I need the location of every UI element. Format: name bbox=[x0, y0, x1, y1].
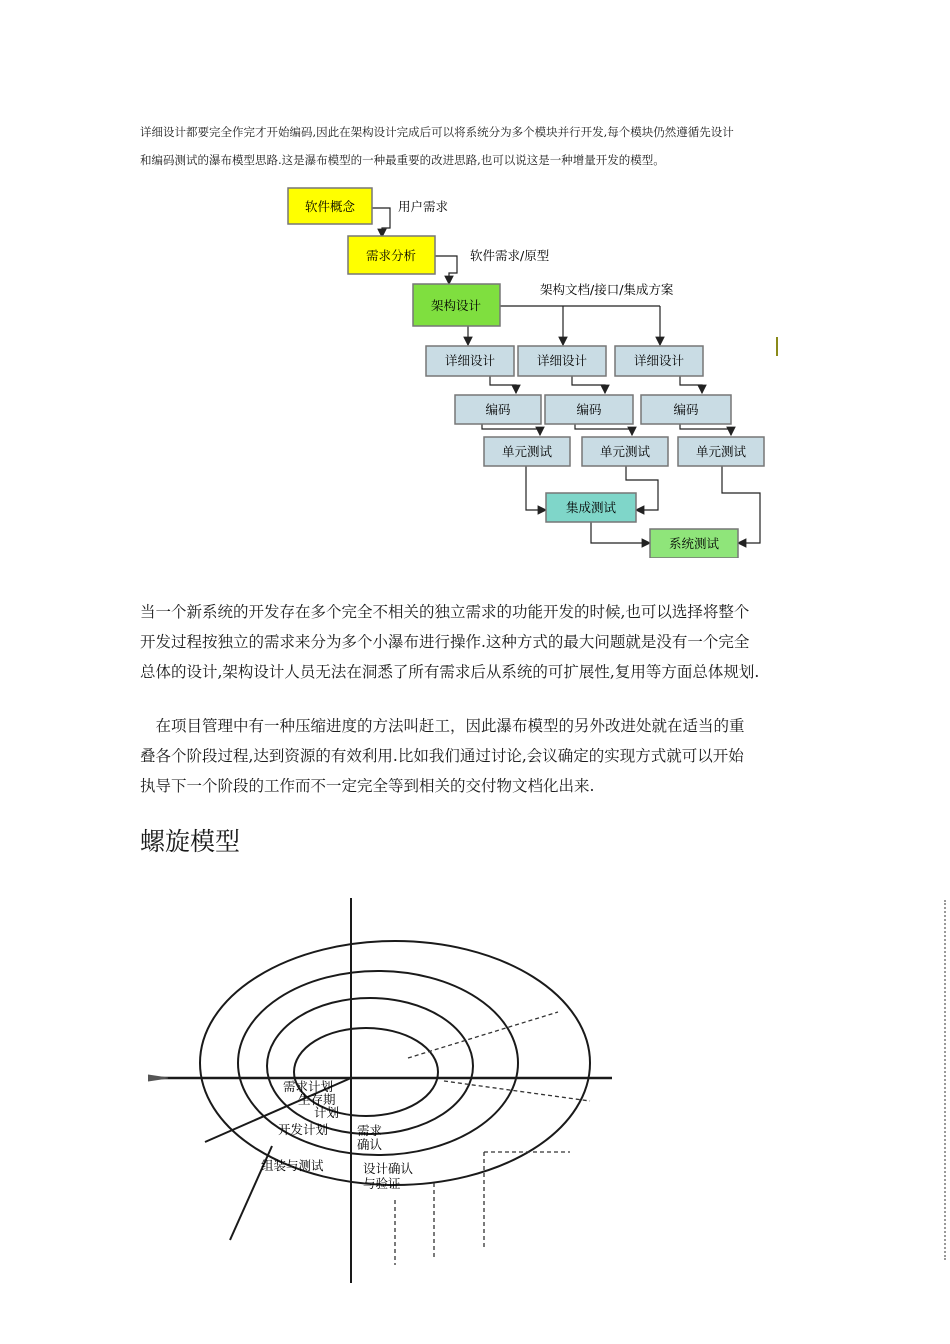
spiral-label-verification: 与验证 bbox=[363, 1176, 401, 1191]
edge-design2-to-code2 bbox=[572, 376, 605, 393]
waterfall-diagram bbox=[280, 178, 780, 558]
label-architecture-docs: 架构文档/接口/集成方案 bbox=[540, 282, 674, 297]
spiral-label-assembly-test: 组装与测试 bbox=[261, 1158, 324, 1173]
spiral-label-development-plan: 开发计划 bbox=[278, 1122, 329, 1137]
edge-code3-to-unit3 bbox=[680, 424, 731, 435]
edge-unit1-to-integration bbox=[526, 466, 546, 510]
edge-analysis-to-arch bbox=[435, 256, 457, 284]
edge-integration-to-system bbox=[591, 522, 650, 543]
intro-line: 详细设计都要完全作完才开始编码,因此在架构设计完成后可以将系统分为多个模块并行开发,每个模块仍然遵循先设计 bbox=[140, 125, 734, 139]
box-detailed-design: 详细设计 bbox=[633, 353, 685, 368]
box-architecture-design: 架构设计 bbox=[430, 298, 482, 313]
edge-concept-to-analysis bbox=[372, 208, 390, 237]
spiral-label-lifecycle: 生存期 bbox=[298, 1092, 336, 1107]
spiral-label-requirements: 需求 bbox=[357, 1123, 383, 1138]
box-coding: 编码 bbox=[673, 402, 699, 417]
spiral-model-diagram bbox=[140, 890, 620, 1290]
paragraph-independent-requirements bbox=[140, 597, 816, 687]
side-mark bbox=[776, 337, 778, 356]
edge-code1-to-unit1 bbox=[482, 424, 540, 435]
paragraph-line: 执导下一个阶段的工作而不一定完全等到相关的交付物文档化出来. bbox=[140, 777, 595, 795]
box-detailed-design: 详细设计 bbox=[444, 353, 496, 368]
edge-code2-to-unit2 bbox=[575, 424, 632, 435]
box-requirements-analysis: 需求分析 bbox=[365, 248, 417, 263]
box-detailed-design: 详细设计 bbox=[536, 353, 588, 368]
paragraph-line: 开发过程按独立的需求来分为多个小瀑布进行操作.这种方式的最大问题就是没有一个完全 bbox=[140, 633, 750, 651]
box-unit-test: 单元测试 bbox=[501, 444, 553, 459]
box-coding: 编码 bbox=[576, 402, 602, 417]
edge-design3-to-code3 bbox=[680, 376, 702, 393]
paragraph-line: 叠各个阶段过程,达到资源的有效利用.比如我们通过讨论,会议确定的实现方式就可以开始 bbox=[140, 747, 744, 765]
paragraph-line: 当一个新系统的开发存在多个完全不相关的独立需求的功能开发的时候,也可以选择将整个 bbox=[140, 603, 750, 621]
label-user-requirements: 用户需求 bbox=[398, 199, 449, 214]
box-unit-test: 单元测试 bbox=[599, 444, 651, 459]
spiral-label-confirmation: 确认 bbox=[357, 1137, 383, 1152]
intro-paragraph bbox=[140, 118, 816, 174]
page-edge-mark bbox=[944, 900, 949, 1260]
spiral-label-design-confirm: 设计确认 bbox=[363, 1161, 414, 1176]
box-software-concept: 软件概念 bbox=[304, 199, 356, 214]
box-coding: 编码 bbox=[485, 402, 511, 417]
spiral-label-plan: 计划 bbox=[314, 1105, 340, 1120]
section-heading-spiral-model: 螺旋模型 bbox=[140, 827, 241, 856]
box-unit-test: 单元测试 bbox=[695, 444, 747, 459]
paragraph-line: 在项目管理中有一种压缩进度的方法叫赶工，因此瀑布模型的另外改进处就在适当的重 bbox=[140, 717, 745, 735]
box-system-test: 系统测试 bbox=[668, 536, 720, 551]
intro-line: 和编码测试的瀑布模型思路.这是瀑布模型的一种最重要的改进思路,也可以说这是一种增量开发的模型。 bbox=[140, 153, 665, 167]
spiral-label-requirements-plan: 需求计划 bbox=[283, 1079, 334, 1094]
edge-design1-to-code1 bbox=[490, 376, 516, 393]
label-software-requirements: 软件需求/原型 bbox=[470, 248, 550, 263]
paragraph-fast-tracking bbox=[140, 711, 816, 801]
box-integration-test: 集成测试 bbox=[565, 500, 617, 515]
paragraph-line: 总体的设计,架构设计人员无法在洞悉了所有需求后从系统的可扩展性,复用等方面总体规划. bbox=[140, 663, 760, 681]
